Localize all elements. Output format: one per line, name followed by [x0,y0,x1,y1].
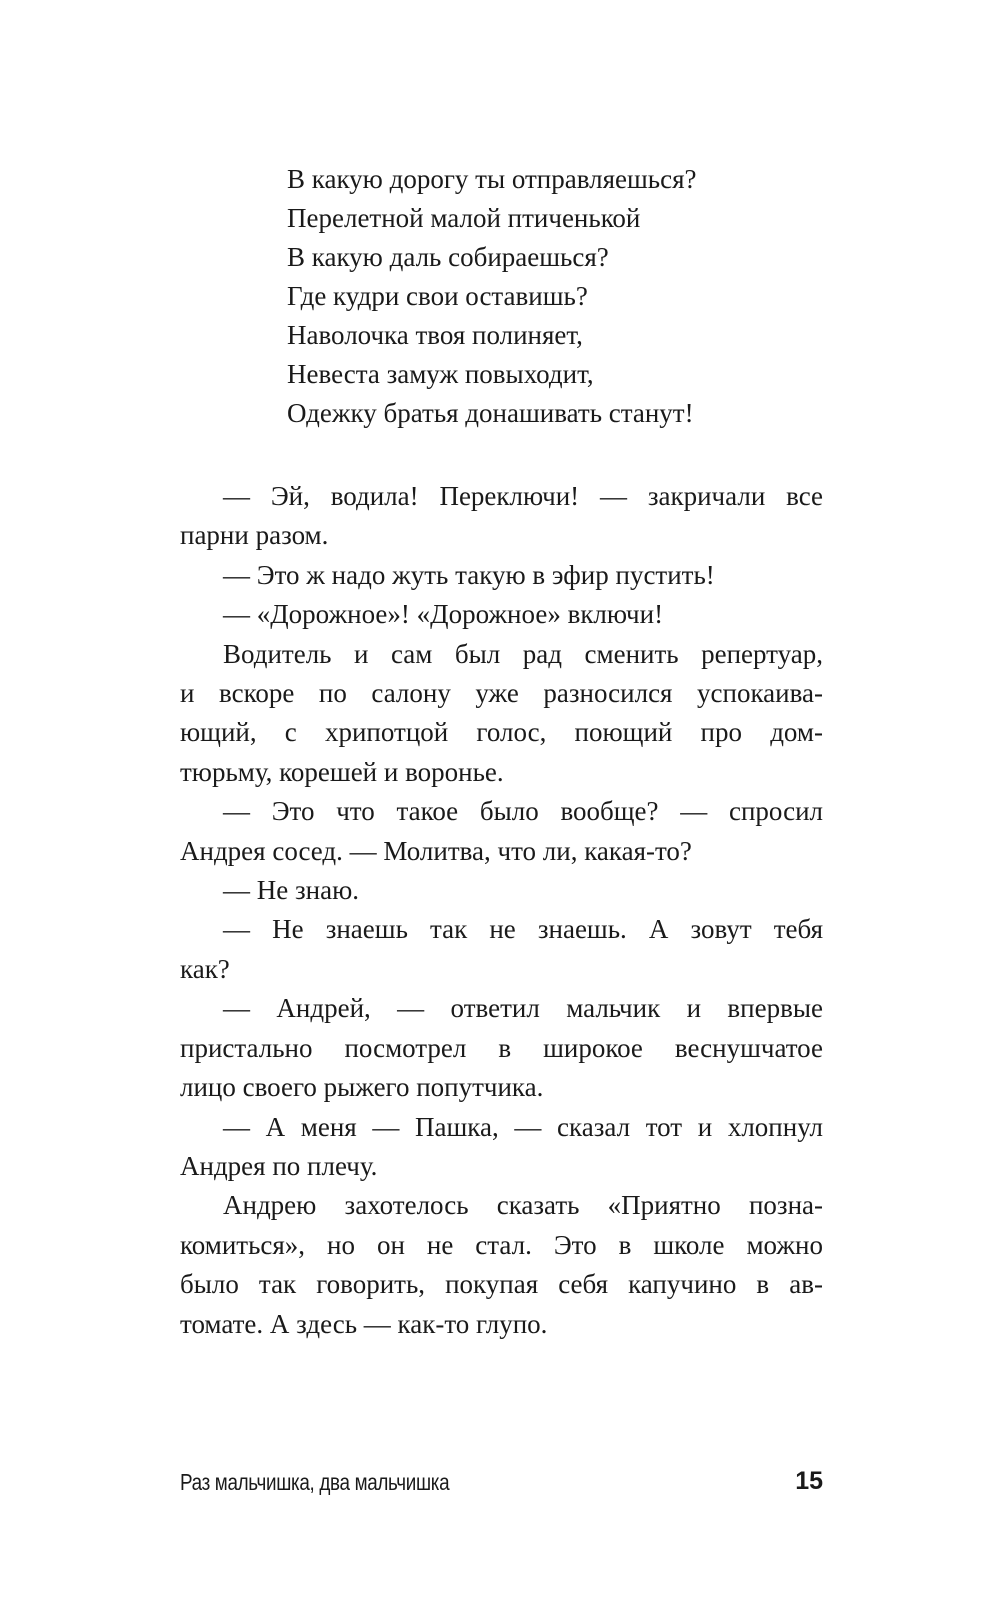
running-title: Раз мальчишка, два мальчишка [180,1469,450,1495]
poem-block [287,160,847,433]
poem-line: Невеста замуж повыходит, [287,359,594,389]
text-line: как? [180,953,230,984]
text-line: было так говорить, покупая себя капучино в ав- [180,1269,823,1300]
text-line: тюрьму, корешей и воронье. [180,756,504,787]
text-line: — Андрей, — ответил мальчик и впервые [223,993,823,1024]
text-line: — Не знаешь так не знаешь. А зовут тебя [223,914,823,945]
text-line: — Это ж надо жуть такую в эфир пустить! [223,559,715,590]
text-line: томате. А здесь — как-то глупо. [180,1308,548,1339]
poem-line: В какую дорогу ты отправляешься? [287,164,697,194]
text-line: — Не знаю. [223,875,360,906]
text-line: парни разом. [180,520,329,551]
text-line: — «Дорожное»! «Дорожное» включи! [223,599,664,630]
text-line: и вскоре по салону уже разносился успокаива- [180,678,823,709]
text-line: ющий, с хрипотцой голос, поющий про дом- [180,717,823,748]
page-number: 15 [795,1467,823,1495]
poem-line: Наволочка твоя полиняет, [287,320,583,350]
text-line: Андрею захотелось сказать «Приятно позна- [223,1190,823,1221]
text-line: — Эй, водила! Переключи! — закричали все [223,481,823,511]
text-line: Андрея по плечу. [180,1150,378,1181]
poem-line: Где кудри свои оставишь? [287,281,588,311]
poem-line: Перелетной малой птиченькой [287,203,641,233]
text-line: пристально посмотрел в широкое веснушчатое [180,1032,823,1063]
poem-line: В какую даль собираешься? [287,242,609,272]
prose-block [180,477,823,1344]
text-line: Водитель и сам был рад сменить репертуар, [223,638,823,669]
text-line: — Это что такое было вообще? — спросил [223,796,823,827]
text-line: — А меня — Пашка, — сказал тот и хлопнул [223,1111,823,1142]
poem-line: Одежку братья донашивать станут! [287,398,694,428]
text-line: Андрея сосед. — Молитва, что ли, какая-то? [180,835,692,866]
text-line: лицо своего рыжего попутчика. [180,1072,544,1103]
page-footer [180,1469,823,1505]
text-line: комиться», но он не стал. Это в школе можно [180,1229,823,1260]
